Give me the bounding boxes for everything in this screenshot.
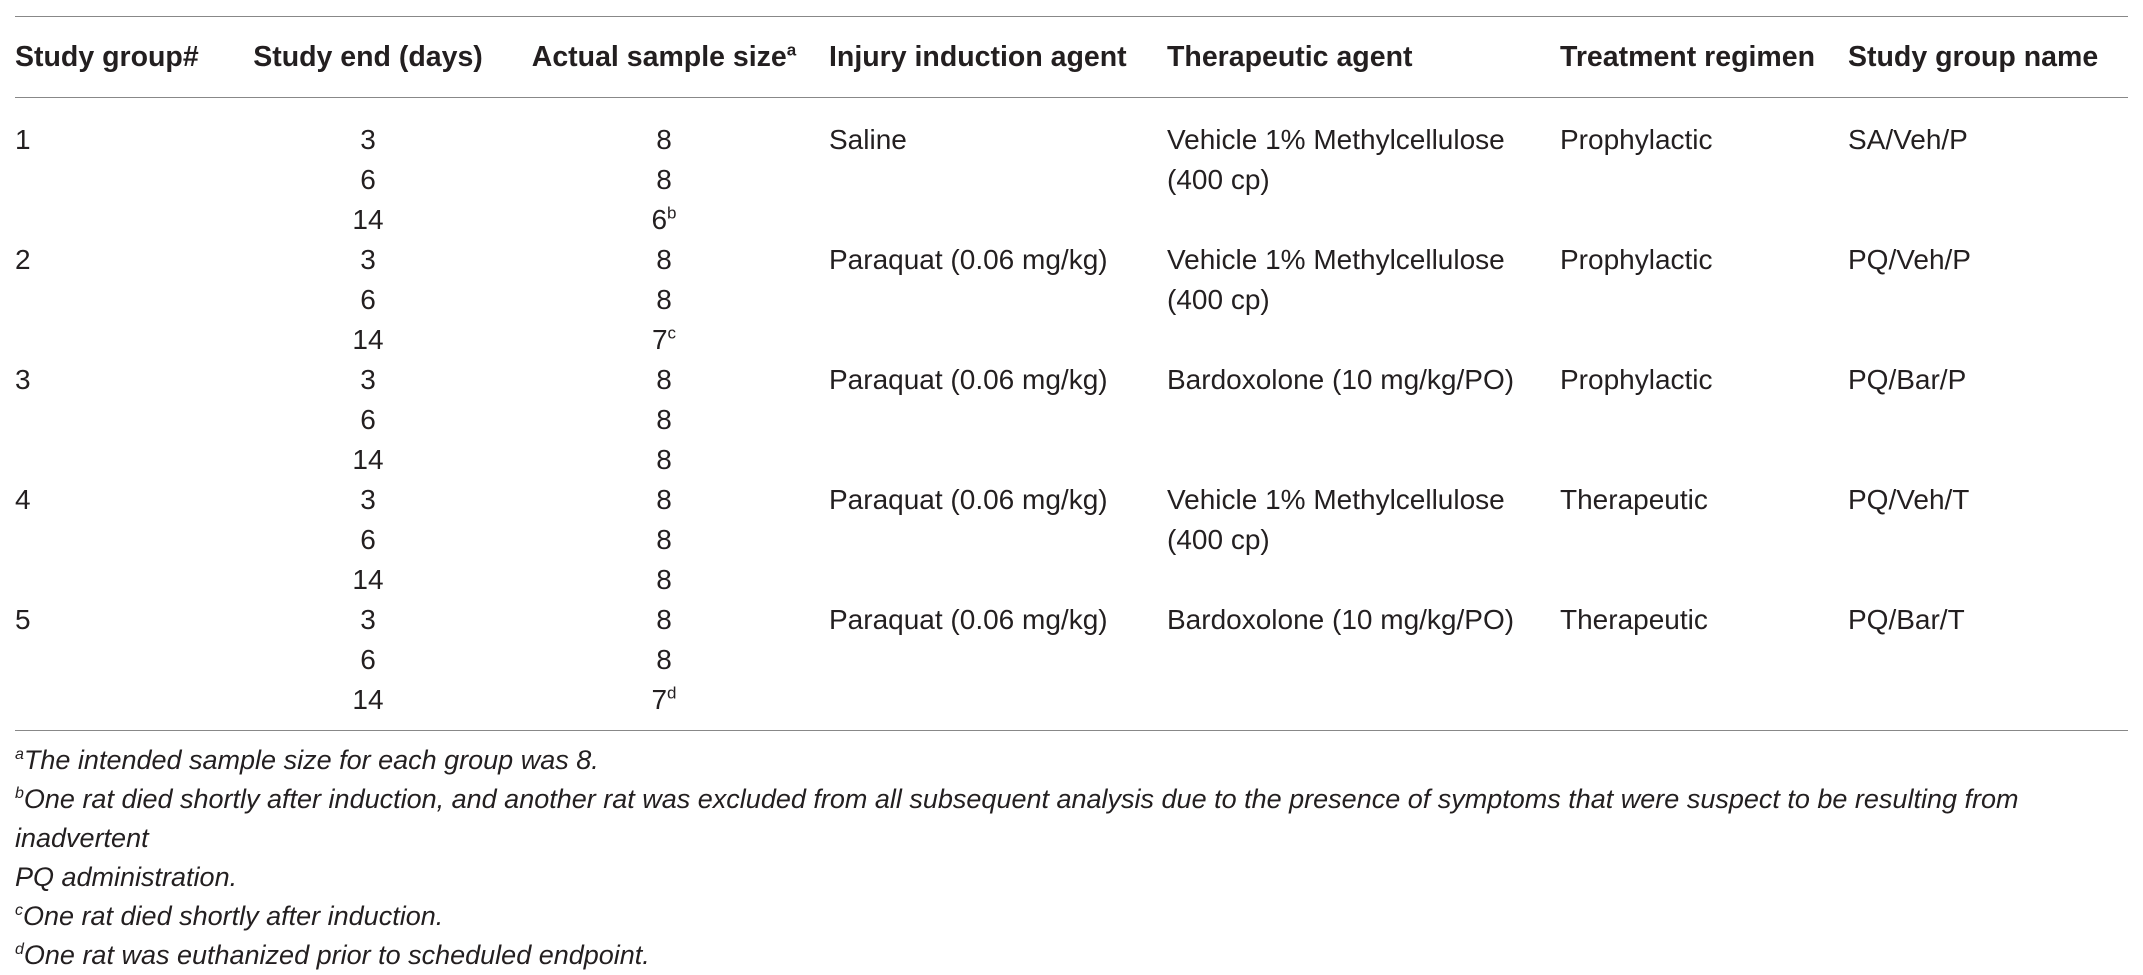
cell-sample-size — [499, 640, 829, 680]
cell-study-group: 5 — [15, 604, 31, 635]
cell-sample-size — [499, 520, 829, 560]
cell-group-name: SA/Veh/P — [1848, 124, 1968, 155]
cell-study-group — [15, 320, 237, 360]
table-row — [15, 480, 2128, 520]
column-header-study-group: Study group# — [15, 40, 199, 73]
cell-study-end: 6 — [360, 284, 376, 315]
table-row — [15, 440, 2128, 480]
footnote — [15, 741, 2128, 780]
cell-sample-size — [499, 240, 829, 280]
cell-treatment-regimen — [1560, 520, 1848, 560]
footnote — [15, 858, 2128, 897]
cell-treatment-regimen: Prophylactic — [1560, 244, 1713, 275]
table-row — [15, 200, 2128, 240]
cell-study-group — [15, 640, 237, 680]
cell-injury-agent — [829, 400, 1167, 440]
sample-size-value: 8 — [656, 364, 672, 395]
column-header-group-name: Study group name — [1848, 40, 2099, 73]
cell-study-group: 2 — [15, 244, 31, 275]
table-row — [15, 160, 2128, 200]
header-row — [15, 17, 2128, 97]
cell-treatment-regimen — [1560, 400, 1848, 440]
cell-group-name — [1848, 560, 2128, 600]
table-row — [15, 280, 2128, 320]
cell-group-name: PQ/Veh/T — [1848, 484, 1970, 515]
cell-therapeutic-agent: Bardoxolone (10 mg/kg/PO) — [1167, 604, 1515, 635]
cell-therapeutic-agent — [1167, 560, 1560, 600]
cell-therapeutic-agent: (400 cp) — [1167, 164, 1270, 195]
cell-treatment-regimen — [1560, 440, 1848, 480]
column-header-therapeutic-agent: Therapeutic agent — [1167, 40, 1413, 73]
footnote-text: PQ administration. — [15, 862, 238, 892]
sample-size-value: 8 — [656, 564, 672, 595]
cell-injury-agent — [829, 640, 1167, 680]
cell-treatment-regimen: Prophylactic — [1560, 364, 1713, 395]
sample-size-value: 8 — [656, 484, 672, 515]
cell-study-end: 6 — [360, 644, 376, 675]
table-row — [15, 520, 2128, 560]
column-header-sample-size — [499, 17, 829, 97]
cell-therapeutic-agent — [1167, 640, 1560, 680]
cell-injury-agent: Paraquat (0.06 mg/kg) — [829, 244, 1108, 275]
cell-group-name: PQ/Veh/P — [1848, 244, 1971, 275]
footnote-mark: a — [15, 746, 24, 763]
sample-size-value: 8 — [656, 604, 672, 635]
cell-study-end: 14 — [352, 204, 384, 235]
column-header-sample-size-label: Actual sample size — [531, 40, 787, 73]
cell-treatment-regimen — [1560, 160, 1848, 200]
table-container — [15, 16, 2128, 975]
cell-therapeutic-agent: Bardoxolone (10 mg/kg/PO) — [1167, 364, 1515, 395]
cell-therapeutic-agent — [1167, 400, 1560, 440]
footnote-mark: c — [15, 902, 23, 919]
table-row — [15, 640, 2128, 680]
cell-sample-size — [499, 320, 829, 360]
footnotes — [15, 741, 2128, 975]
cell-study-group — [15, 440, 237, 480]
cell-injury-agent: Paraquat (0.06 mg/kg) — [829, 364, 1108, 395]
cell-injury-agent — [829, 160, 1167, 200]
footnote — [15, 780, 2128, 858]
cell-study-end: 3 — [360, 604, 376, 635]
column-header-study-end-label: Study end (days) — [253, 40, 483, 73]
footnote-mark: c — [667, 323, 677, 343]
sample-size-value: 8 — [656, 284, 672, 315]
cell-study-end: 14 — [352, 684, 384, 715]
table-row — [15, 360, 2128, 400]
cell-treatment-regimen: Prophylactic — [1560, 124, 1713, 155]
cell-injury-agent — [829, 320, 1167, 360]
cell-treatment-regimen — [1560, 280, 1848, 320]
sample-size-value: 8 — [656, 164, 672, 195]
cell-treatment-regimen: Therapeutic — [1560, 484, 1708, 515]
cell-injury-agent — [829, 440, 1167, 480]
cell-study-end: 3 — [360, 364, 376, 395]
table-row — [15, 600, 2128, 640]
cell-sample-size — [499, 200, 829, 240]
cell-treatment-regimen: Therapeutic — [1560, 604, 1708, 635]
cell-study-end: 3 — [360, 244, 376, 275]
cell-group-name — [1848, 680, 2128, 720]
cell-study-group — [15, 560, 237, 600]
footnote-mark: b — [667, 203, 677, 223]
cell-group-name — [1848, 320, 2128, 360]
cell-study-group: 4 — [15, 484, 31, 515]
cell-treatment-regimen — [1560, 320, 1848, 360]
cell-therapeutic-agent: (400 cp) — [1167, 284, 1270, 315]
cell-therapeutic-agent — [1167, 320, 1560, 360]
cell-treatment-regimen — [1560, 680, 1848, 720]
cell-sample-size — [499, 440, 829, 480]
sample-size-value: 8 — [656, 444, 672, 475]
study-table-body — [15, 120, 2128, 720]
cell-treatment-regimen — [1560, 200, 1848, 240]
study-table — [15, 17, 2128, 97]
footnote-mark: a — [786, 40, 797, 59]
cell-group-name — [1848, 280, 2128, 320]
sample-size-value: 7 — [651, 324, 668, 355]
cell-study-end: 14 — [352, 324, 384, 355]
footnote — [15, 936, 2128, 975]
cell-group-name — [1848, 520, 2128, 560]
footnote-mark: d — [15, 941, 24, 958]
footnote-mark: b — [15, 785, 24, 802]
cell-therapeutic-agent: Vehicle 1% Methylcellulose — [1167, 124, 1505, 155]
cell-study-end: 6 — [360, 164, 376, 195]
sample-size-value: 7 — [651, 684, 668, 715]
cell-study-group — [15, 400, 237, 440]
cell-injury-agent: Paraquat (0.06 mg/kg) — [829, 604, 1108, 635]
cell-sample-size — [499, 280, 829, 320]
cell-group-name — [1848, 200, 2128, 240]
cell-sample-size — [499, 560, 829, 600]
cell-study-group — [15, 160, 237, 200]
footnote — [15, 897, 2128, 936]
cell-injury-agent — [829, 280, 1167, 320]
cell-study-group — [15, 280, 237, 320]
cell-therapeutic-agent: Vehicle 1% Methylcellulose — [1167, 484, 1505, 515]
cell-group-name — [1848, 640, 2128, 680]
cell-sample-size — [499, 680, 829, 720]
footnote-text: One rat died shortly after induction, and another rat was excluded from all subsequent analysis due to the presence of symptoms that were suspect to be resulting from inadvertent — [15, 784, 2019, 853]
cell-therapeutic-agent — [1167, 680, 1560, 720]
footnote-text: One rat died shortly after induction. — [23, 901, 444, 931]
sample-size-value: 8 — [656, 404, 672, 435]
cell-study-end: 14 — [352, 564, 384, 595]
cell-sample-size — [499, 120, 829, 160]
cell-group-name — [1848, 160, 2128, 200]
cell-study-end: 3 — [360, 484, 376, 515]
cell-study-group — [15, 200, 237, 240]
column-header-study-end — [237, 17, 499, 97]
cell-group-name — [1848, 400, 2128, 440]
cell-injury-agent — [829, 200, 1167, 240]
cell-sample-size — [499, 480, 829, 520]
table-row — [15, 240, 2128, 280]
column-header-treatment-regimen: Treatment regimen — [1560, 40, 1815, 73]
cell-sample-size — [499, 600, 829, 640]
sample-size-value: 8 — [656, 524, 672, 555]
cell-study-group: 3 — [15, 364, 31, 395]
table-row — [15, 680, 2128, 720]
table-row — [15, 120, 2128, 160]
cell-group-name: PQ/Bar/P — [1848, 364, 1967, 395]
sample-size-value: 8 — [656, 644, 672, 675]
cell-group-name: PQ/Bar/T — [1848, 604, 1965, 635]
cell-therapeutic-agent — [1167, 200, 1560, 240]
cell-injury-agent: Saline — [829, 124, 907, 155]
table-row — [15, 400, 2128, 440]
bottom-rule — [15, 730, 2128, 731]
cell-treatment-regimen — [1560, 640, 1848, 680]
cell-sample-size — [499, 400, 829, 440]
cell-group-name — [1848, 440, 2128, 480]
cell-sample-size — [499, 360, 829, 400]
cell-study-end: 6 — [360, 524, 376, 555]
cell-injury-agent: Paraquat (0.06 mg/kg) — [829, 484, 1108, 515]
footnote-text: One rat was euthanized prior to scheduled endpoint. — [23, 940, 650, 970]
sample-size-value: 8 — [656, 244, 672, 275]
cell-study-end: 6 — [360, 404, 376, 435]
cell-study-group — [15, 520, 237, 560]
cell-therapeutic-agent — [1167, 440, 1560, 480]
footnote-mark: d — [667, 683, 677, 703]
table-row — [15, 560, 2128, 600]
cell-study-end: 14 — [352, 444, 384, 475]
header-rule — [15, 97, 2128, 98]
cell-injury-agent — [829, 560, 1167, 600]
cell-study-group — [15, 680, 237, 720]
cell-study-group: 1 — [15, 124, 31, 155]
column-header-injury-agent: Injury induction agent — [829, 40, 1127, 73]
footnote-text: The intended sample size for each group was 8. — [23, 745, 599, 775]
cell-sample-size — [499, 160, 829, 200]
sample-size-value: 8 — [656, 124, 672, 155]
cell-study-end: 3 — [360, 124, 376, 155]
cell-therapeutic-agent: Vehicle 1% Methylcellulose — [1167, 244, 1505, 275]
cell-injury-agent — [829, 520, 1167, 560]
sample-size-value: 6 — [651, 204, 668, 235]
cell-injury-agent — [829, 680, 1167, 720]
cell-treatment-regimen — [1560, 560, 1848, 600]
table-row — [15, 320, 2128, 360]
cell-therapeutic-agent: (400 cp) — [1167, 524, 1270, 555]
